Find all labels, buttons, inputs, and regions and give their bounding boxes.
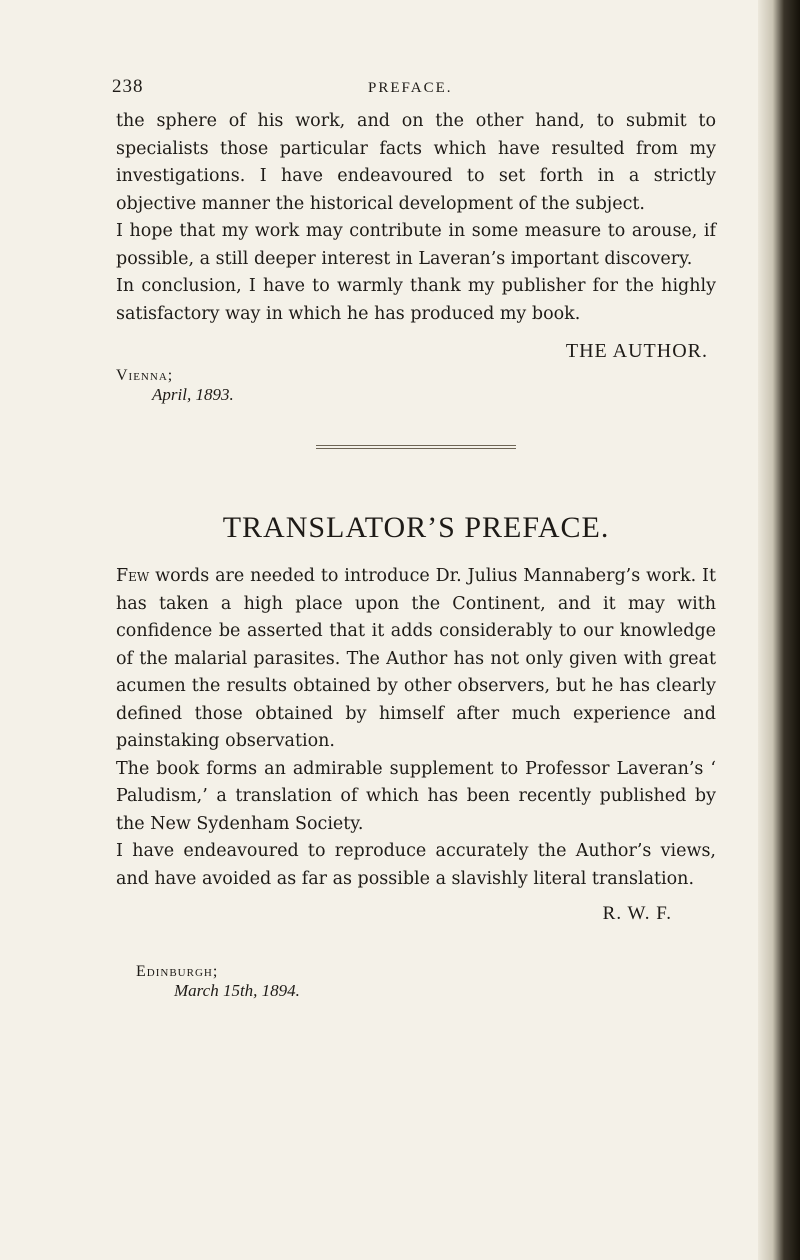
translator-paragraph-3: I have endeavoured to reproduce accurately the Author’s views, and have avoided as far as possible a slavishly literal translation. [116,841,716,889]
author-signature: THE AUTHOR. [565,340,708,362]
translator-paragraph-2: The book forms an admirable supplement to Professor Laveran’s ‘ Paludism,’ a translation of which has been recently published by the New Sydenham Society. [116,758,716,834]
translator-paragraph-1-text: words are needed to introduce Dr. Julius Mannaberg’s work. It has taken a high place upon the Continent, and it may with confidence be asserted that it adds considerably to our knowledge of the malarial parasites. The Author has not only given with great acumen the results obtained by other observers, but he has clearly defined those obtained by himself after much experience and painstaking observation. [116,566,716,751]
author-place: Vienna; [116,367,174,384]
section-divider [316,445,516,449]
drop-word: Few [116,566,150,586]
page-header [112,76,716,108]
book-page [112,76,716,1001]
page-number: 238 [112,76,144,97]
author-paragraph-2: I hope that my work may contribute in some measure to arouse, if possible, a still deeper interest in Laveran’s important discovery. [116,221,716,269]
author-paragraph-1: the sphere of his work, and on the other hand, to submit to specialists those particular facts which have resulted from my investigations. I have endeavoured to set forth in a strictly objective manner the historical development of the subject. [116,111,716,214]
translator-paragraph-1 [116,563,716,756]
translator-preface-title: TRANSLATOR’S PREFACE. [222,511,610,544]
translator-date: March 15th, 1894. [174,981,300,1000]
running-head: PREFACE. [368,80,453,96]
page-edge-shadow [758,0,800,1260]
translator-place: Edinburgh; [136,963,219,980]
author-paragraph-3: In conclusion, I have to warmly thank my publisher for the highly satisfactory way in which he has produced my book. [116,276,716,324]
author-date: April, 1893. [152,385,234,404]
translator-signature: R. W. F. [602,903,672,924]
